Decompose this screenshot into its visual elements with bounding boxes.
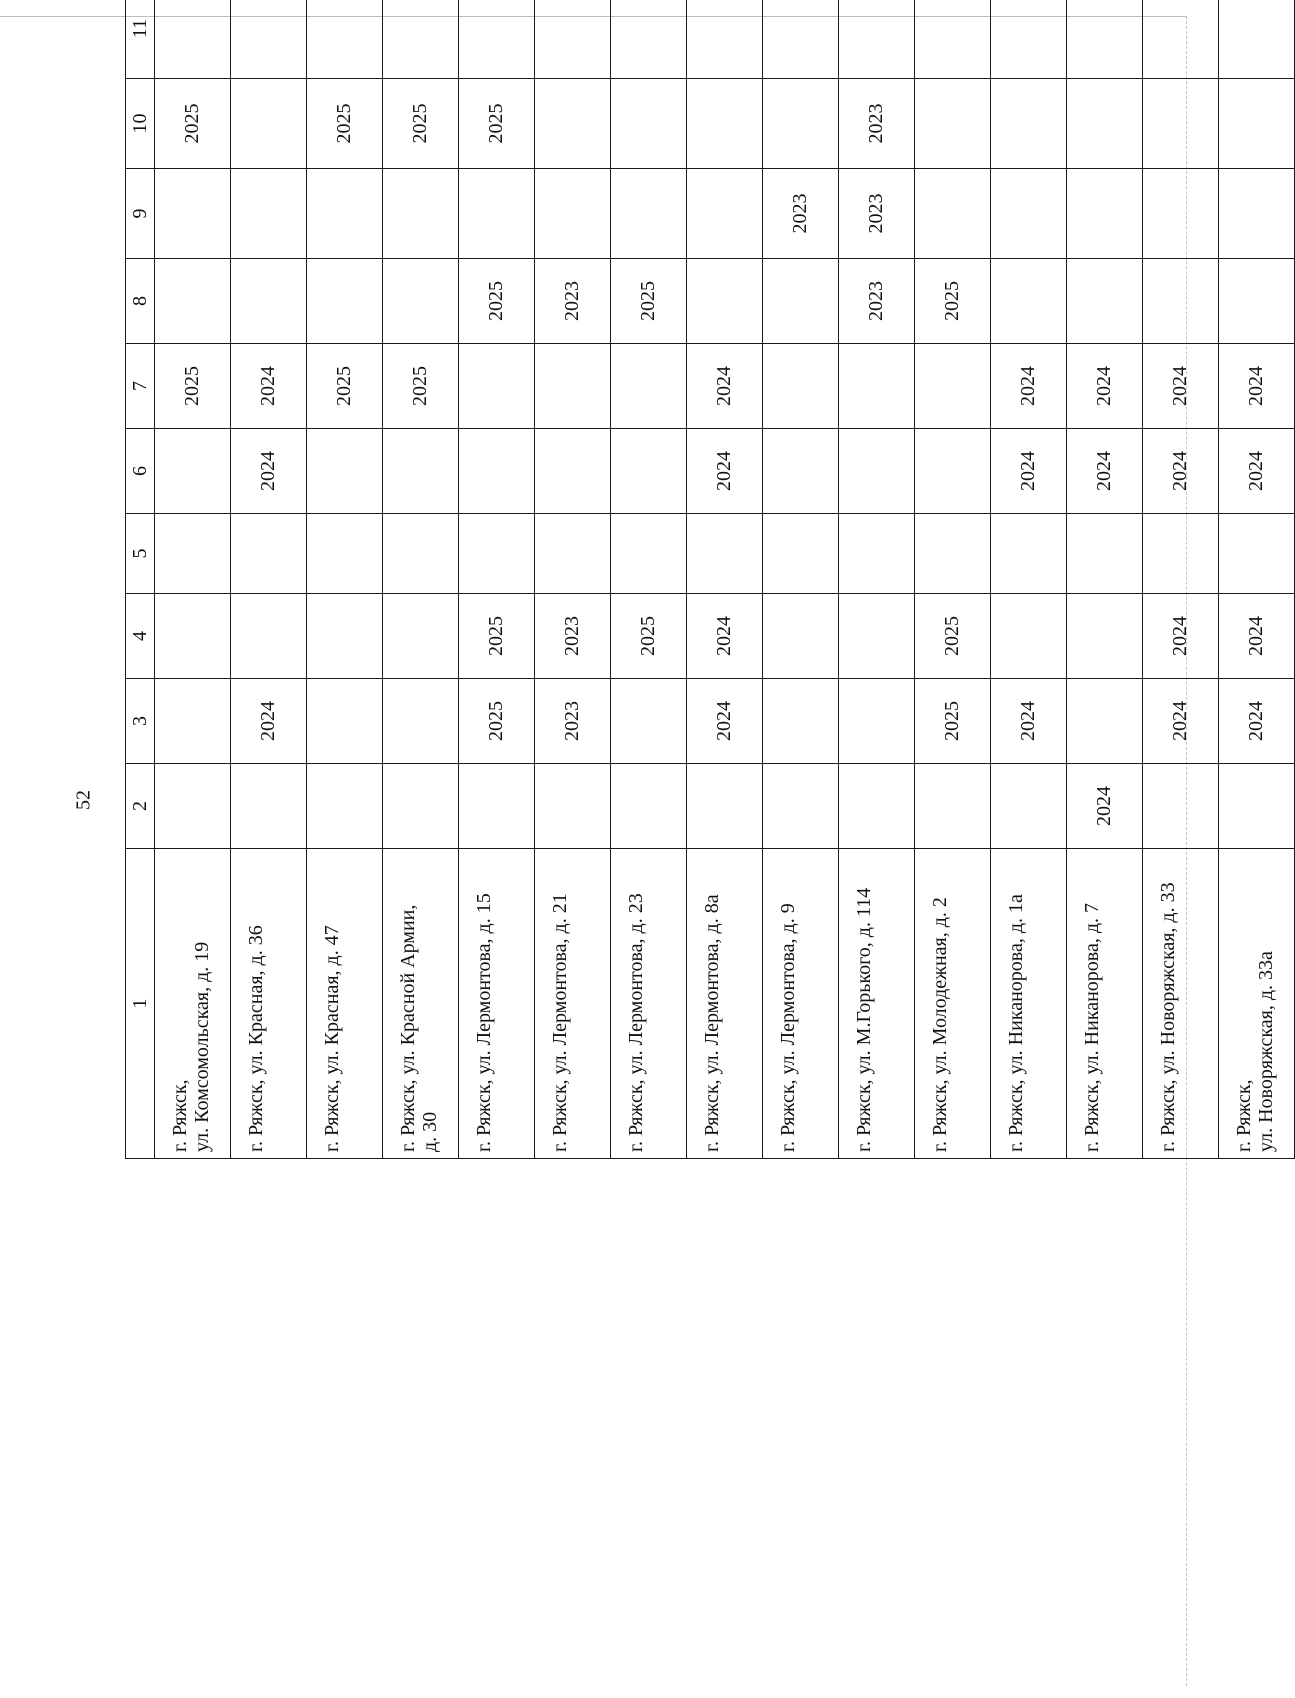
year-cell <box>307 764 383 849</box>
year-cell <box>1219 79 1295 169</box>
year-cell <box>611 344 687 429</box>
year-cell <box>1143 169 1219 259</box>
year-cell <box>459 344 535 429</box>
year-cell <box>687 0 763 79</box>
year-cell <box>1219 0 1295 79</box>
year-cell <box>1067 594 1143 679</box>
year-cell: 2025 <box>307 344 383 429</box>
year-cell: 2023 <box>839 259 915 344</box>
column-header: 3 <box>126 679 155 764</box>
year-cell <box>687 169 763 259</box>
year-cell: 2025 <box>307 79 383 169</box>
year-cell <box>535 0 611 79</box>
year-cell: 2025 <box>611 259 687 344</box>
year-cell <box>687 764 763 849</box>
year-cell: 2024 <box>687 594 763 679</box>
table-body <box>155 0 1295 1159</box>
year-cell <box>383 764 459 849</box>
column-header: 9 <box>126 169 155 259</box>
year-cell <box>155 0 231 79</box>
year-cell <box>839 0 915 79</box>
year-cell: 2025 <box>915 679 991 764</box>
year-cell: 2024 <box>687 679 763 764</box>
year-cell <box>1219 259 1295 344</box>
year-cell <box>535 169 611 259</box>
year-cell <box>383 514 459 594</box>
year-cell <box>1219 764 1295 849</box>
year-cell <box>991 764 1067 849</box>
year-cell <box>611 514 687 594</box>
year-cell <box>231 594 307 679</box>
year-cell <box>535 79 611 169</box>
year-cell <box>383 594 459 679</box>
address-cell: г. Ряжск, ул. Лермонтова, д. 15 <box>459 849 535 1159</box>
year-cell <box>839 764 915 849</box>
year-cell: 2025 <box>383 344 459 429</box>
year-cell <box>535 429 611 514</box>
table-row <box>535 0 611 1159</box>
year-cell: 2025 <box>155 79 231 169</box>
year-cell: 2024 <box>1143 679 1219 764</box>
year-cell: 2024 <box>1067 764 1143 849</box>
year-cell: 2024 <box>231 429 307 514</box>
year-cell <box>915 0 991 79</box>
year-cell <box>991 594 1067 679</box>
year-cell <box>763 259 839 344</box>
year-cell: 2024 <box>687 344 763 429</box>
address-cell: г. Ряжск, ул. Лермонтова, д. 9 <box>763 849 839 1159</box>
year-cell: 2025 <box>155 344 231 429</box>
year-cell <box>1143 79 1219 169</box>
year-cell <box>231 79 307 169</box>
year-cell: 2023 <box>535 594 611 679</box>
table-row <box>687 0 763 1159</box>
year-cell <box>991 169 1067 259</box>
year-cell <box>383 679 459 764</box>
year-cell <box>307 169 383 259</box>
address-cell: г. Ряжск, ул. М.Горького, д. 114 <box>839 849 915 1159</box>
year-cell <box>1143 259 1219 344</box>
year-cell <box>535 514 611 594</box>
year-cell <box>155 429 231 514</box>
year-cell: 2025 <box>459 259 535 344</box>
year-cell <box>611 679 687 764</box>
table-row <box>1219 0 1295 1159</box>
column-header: 11 <box>126 0 155 79</box>
year-cell <box>611 0 687 79</box>
address-cell: г. Ряжск, ул. Комсомольская, д. 19 <box>155 849 231 1159</box>
year-cell <box>307 259 383 344</box>
year-cell <box>307 429 383 514</box>
year-cell: 2024 <box>1219 344 1295 429</box>
year-cell <box>1143 0 1219 79</box>
year-cell <box>763 344 839 429</box>
year-cell: 2025 <box>459 594 535 679</box>
year-cell <box>687 514 763 594</box>
year-cell: 2024 <box>1219 679 1295 764</box>
column-header: 5 <box>126 514 155 594</box>
year-cell <box>307 514 383 594</box>
table-row <box>1067 0 1143 1159</box>
year-cell <box>763 764 839 849</box>
year-cell <box>1067 0 1143 79</box>
year-cell: 2023 <box>763 169 839 259</box>
column-header: 2 <box>126 764 155 849</box>
year-cell: 2024 <box>1143 594 1219 679</box>
year-cell <box>535 344 611 429</box>
table-row <box>991 0 1067 1159</box>
year-cell <box>155 259 231 344</box>
year-cell <box>1219 514 1295 594</box>
table-header-row <box>126 0 155 1159</box>
address-cell: г. Ряжск, ул. Молодежная, д. 2 <box>915 849 991 1159</box>
column-header: 8 <box>126 259 155 344</box>
year-cell <box>687 79 763 169</box>
year-cell: 2023 <box>535 679 611 764</box>
year-cell: 2023 <box>839 79 915 169</box>
year-cell: 2025 <box>383 79 459 169</box>
year-cell: 2024 <box>1067 429 1143 514</box>
year-cell <box>459 764 535 849</box>
column-header: 10 <box>126 79 155 169</box>
table-row <box>155 0 231 1159</box>
year-cell <box>155 679 231 764</box>
year-cell: 2025 <box>611 594 687 679</box>
year-cell <box>1067 679 1143 764</box>
year-cell <box>1067 514 1143 594</box>
year-cell: 2024 <box>991 679 1067 764</box>
year-cell <box>155 169 231 259</box>
year-cell <box>915 169 991 259</box>
repair-schedule-table <box>125 0 1295 1159</box>
address-cell: г. Ряжск, ул. Новоряжская, д. 33а <box>1219 849 1295 1159</box>
year-cell <box>839 344 915 429</box>
table-row <box>383 0 459 1159</box>
address-cell: г. Ряжск, ул. Лермонтова, д. 21 <box>535 849 611 1159</box>
year-cell: 2024 <box>231 344 307 429</box>
address-cell: г. Ряжск, ул. Новоряжская, д. 33 <box>1143 849 1219 1159</box>
year-cell <box>839 679 915 764</box>
year-cell <box>307 594 383 679</box>
year-cell <box>687 259 763 344</box>
year-cell <box>1143 514 1219 594</box>
year-cell <box>459 169 535 259</box>
year-cell: 2024 <box>1067 344 1143 429</box>
table-row <box>231 0 307 1159</box>
year-cell <box>915 344 991 429</box>
year-cell <box>839 429 915 514</box>
year-cell <box>459 0 535 79</box>
year-cell <box>763 79 839 169</box>
year-cell <box>991 79 1067 169</box>
year-cell <box>611 79 687 169</box>
table-row <box>307 0 383 1159</box>
column-header: 1 <box>126 849 155 1159</box>
address-cell: г. Ряжск, ул. Красная, д. 36 <box>231 849 307 1159</box>
column-header: 7 <box>126 344 155 429</box>
table-row <box>763 0 839 1159</box>
table-row <box>459 0 535 1159</box>
year-cell <box>307 679 383 764</box>
year-cell <box>231 169 307 259</box>
year-cell <box>1143 764 1219 849</box>
address-cell: г. Ряжск, ул. Никанорова, д. 7 <box>1067 849 1143 1159</box>
year-cell <box>307 0 383 79</box>
address-cell: г. Ряжск, ул. Красной Армии, д. 30 <box>383 849 459 1159</box>
year-cell: 2023 <box>839 169 915 259</box>
year-cell <box>535 764 611 849</box>
address-cell: г. Ряжск, ул. Красная, д. 47 <box>307 849 383 1159</box>
year-cell <box>611 169 687 259</box>
year-cell <box>991 259 1067 344</box>
page-number: 52 <box>72 790 95 810</box>
year-cell: 2024 <box>1143 344 1219 429</box>
year-cell <box>915 429 991 514</box>
year-cell <box>915 514 991 594</box>
year-cell: 2024 <box>687 429 763 514</box>
year-cell <box>155 764 231 849</box>
year-cell: 2025 <box>915 594 991 679</box>
year-cell <box>839 514 915 594</box>
rotated-table-container <box>125 18 1277 1159</box>
year-cell: 2024 <box>231 679 307 764</box>
year-cell <box>991 0 1067 79</box>
table-row <box>611 0 687 1159</box>
year-cell <box>763 594 839 679</box>
year-cell <box>915 79 991 169</box>
table-row <box>839 0 915 1159</box>
address-cell: г. Ряжск, ул. Лермонтова, д. 8а <box>687 849 763 1159</box>
year-cell: 2024 <box>1219 429 1295 514</box>
year-cell <box>1219 169 1295 259</box>
year-cell: 2024 <box>1143 429 1219 514</box>
year-cell <box>231 764 307 849</box>
year-cell: 2023 <box>535 259 611 344</box>
year-cell <box>459 429 535 514</box>
year-cell <box>383 0 459 79</box>
year-cell: 2024 <box>991 429 1067 514</box>
year-cell: 2024 <box>991 344 1067 429</box>
year-cell: 2024 <box>1219 594 1295 679</box>
year-cell <box>1067 259 1143 344</box>
year-cell <box>231 0 307 79</box>
year-cell <box>1067 79 1143 169</box>
year-cell <box>231 259 307 344</box>
year-cell <box>383 259 459 344</box>
year-cell <box>155 594 231 679</box>
year-cell <box>155 514 231 594</box>
year-cell <box>915 764 991 849</box>
year-cell <box>231 514 307 594</box>
column-header: 6 <box>126 429 155 514</box>
year-cell <box>763 514 839 594</box>
year-cell <box>383 429 459 514</box>
column-header: 4 <box>126 594 155 679</box>
year-cell <box>763 679 839 764</box>
year-cell <box>763 429 839 514</box>
address-cell: г. Ряжск, ул. Никанорова, д. 1а <box>991 849 1067 1159</box>
year-cell: 2025 <box>915 259 991 344</box>
table-row <box>1143 0 1219 1159</box>
address-cell: г. Ряжск, ул. Лермонтова, д. 23 <box>611 849 687 1159</box>
year-cell <box>1067 169 1143 259</box>
year-cell <box>763 0 839 79</box>
year-cell <box>839 594 915 679</box>
year-cell: 2025 <box>459 679 535 764</box>
year-cell <box>383 169 459 259</box>
year-cell <box>611 764 687 849</box>
year-cell <box>991 514 1067 594</box>
table-row <box>915 0 991 1159</box>
year-cell <box>611 429 687 514</box>
year-cell: 2025 <box>459 79 535 169</box>
year-cell <box>459 514 535 594</box>
